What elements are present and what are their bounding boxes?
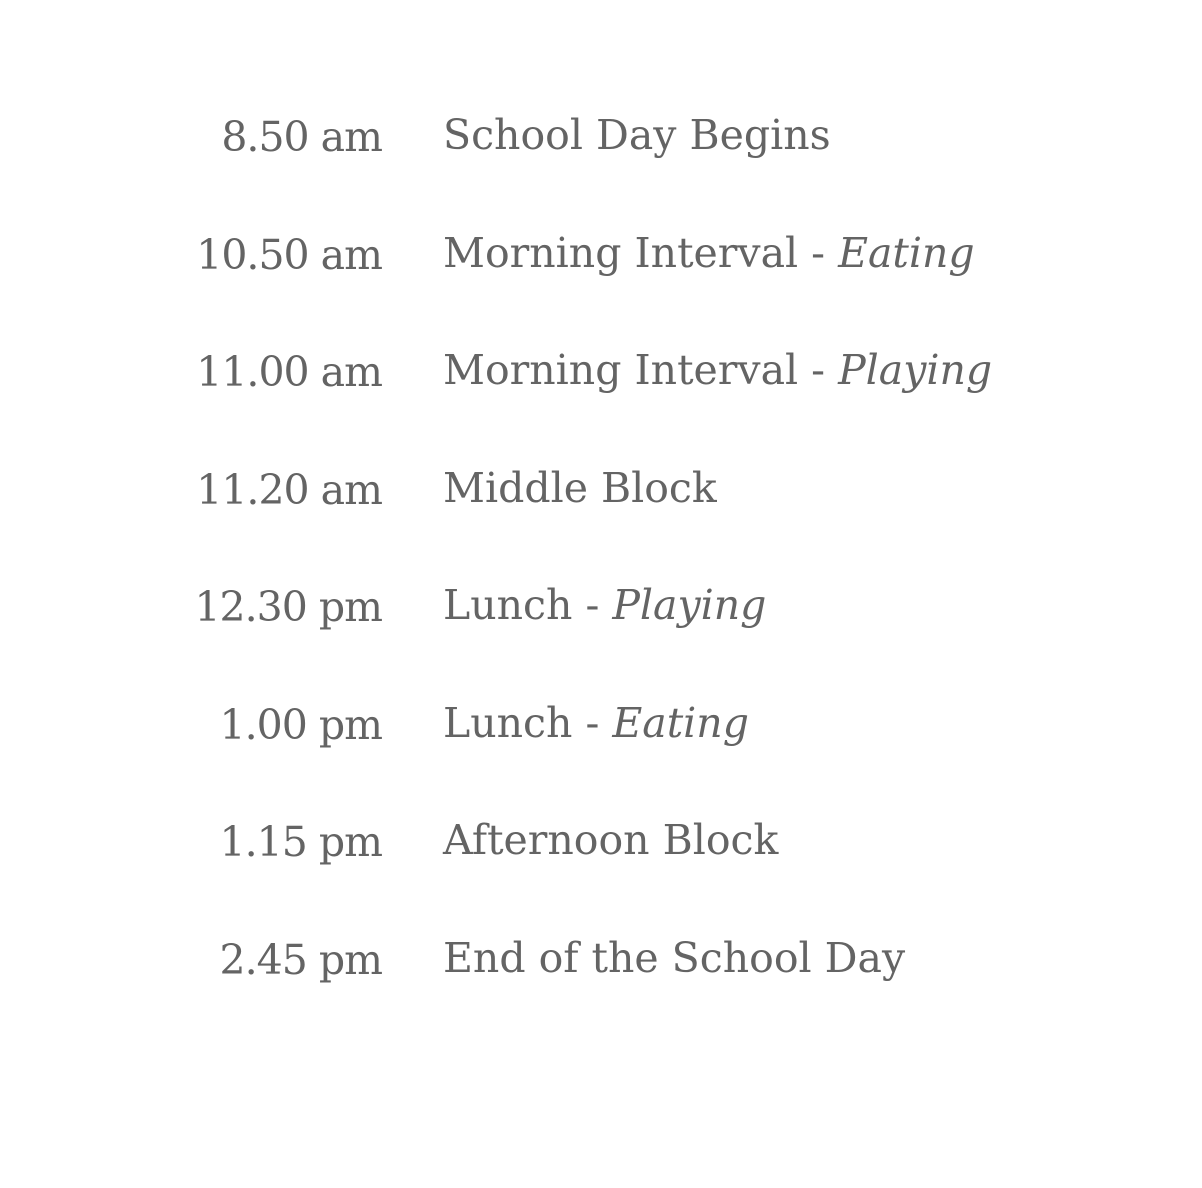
- event-detail: Eating: [612, 698, 749, 747]
- schedule-event: [443, 228, 975, 278]
- schedule-event: [443, 463, 717, 513]
- event-separator: -: [798, 228, 839, 277]
- schedule-event: [443, 580, 766, 630]
- schedule-row: [0, 923, 1202, 1041]
- event-name: Lunch: [443, 581, 573, 629]
- schedule-row: [0, 570, 1202, 688]
- event-separator: -: [798, 346, 839, 394]
- schedule-time: 8.50 am: [221, 113, 382, 161]
- schedule-row: [0, 100, 1202, 218]
- schedule-event: [443, 815, 778, 865]
- event-name: Middle Block: [443, 463, 717, 512]
- schedule-row: [0, 453, 1202, 571]
- schedule-event: [443, 110, 831, 160]
- schedule-row: [0, 805, 1202, 923]
- schedule-time: 2.45 pm: [219, 935, 382, 984]
- event-name: End of the School Day: [443, 933, 906, 982]
- event-name: Morning Interval: [443, 346, 799, 394]
- schedule-time: 11.00 am: [196, 348, 382, 396]
- schedule-row: [0, 688, 1202, 806]
- school-day-schedule: [0, 100, 1202, 1040]
- schedule-row: [0, 218, 1202, 336]
- schedule-time: 10.50 am: [196, 230, 382, 279]
- schedule-time: 11.20 am: [196, 465, 382, 514]
- event-name: Morning Interval: [443, 228, 799, 277]
- event-name: School Day Begins: [443, 111, 831, 159]
- event-detail: Playing: [838, 346, 993, 394]
- event-detail: Eating: [838, 228, 975, 277]
- event-detail: Playing: [612, 581, 767, 629]
- schedule-time: 12.30 pm: [194, 583, 382, 631]
- event-separator: -: [572, 698, 613, 747]
- schedule-event: [443, 933, 905, 983]
- schedule-event: [443, 698, 749, 748]
- schedule-time: 1.00 pm: [219, 700, 382, 749]
- schedule-row: [0, 335, 1202, 453]
- event-separator: -: [572, 581, 613, 629]
- event-name: Lunch: [443, 698, 573, 747]
- event-name: Afternoon Block: [443, 816, 779, 864]
- schedule-time: 1.15 pm: [219, 818, 382, 866]
- schedule-event: [443, 345, 992, 395]
